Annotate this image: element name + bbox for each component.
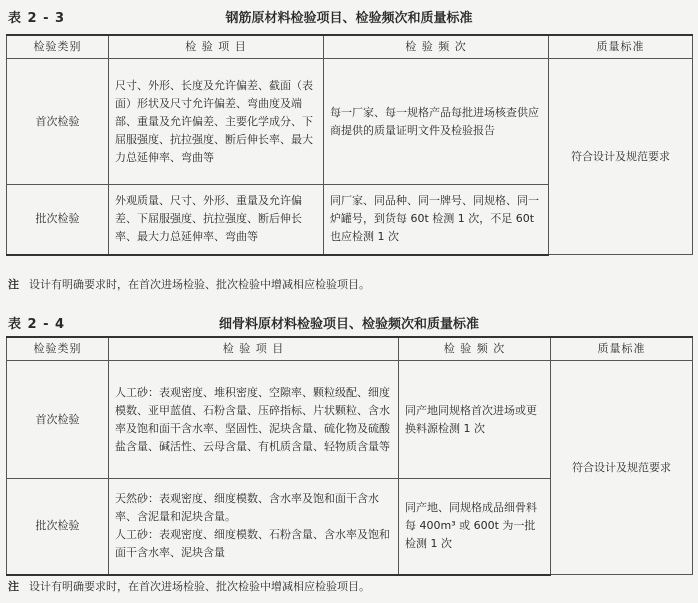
- table-row: [7, 361, 693, 479]
- table1-title: 钢筋原材料检验项目、检验频次和质量标准: [225, 11, 473, 26]
- table1-header-row: [7, 35, 693, 59]
- table2-number: 表 2 - 4: [8, 317, 66, 332]
- row-frequency: 同产地同规格首次进场或更换料源检测 1 次: [399, 361, 551, 479]
- table2: [6, 336, 693, 576]
- header-category: 检验类别: [7, 337, 109, 361]
- row-frequency: 每一厂家、每一规格产品每批进场核查供应商提供的质量证明文件及检验报告: [324, 59, 549, 185]
- note-label: 注: [8, 278, 19, 291]
- table1-caption: [0, 4, 698, 26]
- table2-header-row: [7, 337, 693, 361]
- header-frequency: 检 验 频 次: [324, 35, 549, 59]
- row-category: 首次检验: [7, 59, 109, 185]
- row-items-manufactured-sand: 人工砂：表观密度、细度模数、石粉含量、含水率及饱和面干含水率、泥块含量: [115, 528, 390, 560]
- row-items: 人工砂：表观密度、堆积密度、空隙率、颗粒级配、细度模数、亚甲蓝值、石粉含量、压碎指标、片状颗粒、含水率及饱和面干含水率、坚固性、泥块含量、硫化物及硫酸盐含量、碱活性、云母含量、有机质含量、轻物质含量等: [109, 361, 399, 479]
- header-category: 检验类别: [7, 35, 109, 59]
- header-standard: 质量标准: [549, 35, 693, 59]
- row-frequency: 同产地、同规格成品细骨料每 400m³ 或 600t 为一批检测 1 次: [399, 479, 551, 575]
- note-text: 设计有明确要求时，在首次进场检验、批次检验中增减相应检验项目。: [29, 580, 370, 593]
- table1-note: [8, 276, 370, 292]
- row-frequency: 同厂家、同品种、同一牌号、同规格、同一炉罐号，到货每 60t 检测 1 次，不足 60t 也应检测 1 次: [324, 185, 549, 255]
- row-items: 外观质量、尺寸、外形、重量及允许偏差、下屈服强度、抗拉强度、断后伸长率、最大力总延伸率、弯曲等: [109, 185, 324, 255]
- table2-title: 细骨料原材料检验项目、检验频次和质量标准: [218, 317, 479, 332]
- table-row: [7, 59, 693, 185]
- row-category: 首次检验: [7, 361, 109, 479]
- row-items-natural-sand: 天然砂：表观密度、细度模数、含水率及饱和面干含水率、含泥量和泥块含量。: [115, 492, 379, 524]
- row-standard: 符合设计及规范要求: [551, 361, 693, 575]
- table2-caption: [0, 310, 698, 332]
- table1-number: 表 2 - 3: [8, 11, 66, 26]
- row-items: 尺寸、外形、长度及允许偏差、截面（表面）形状及尺寸允许偏差、弯曲度及端部、重量及允许偏差、主要化学成分、下屈服强度、抗拉强度、断后伸长率、最大力总延伸率、弯曲等: [109, 59, 324, 185]
- header-standard: 质量标准: [551, 337, 693, 361]
- note-text: 设计有明确要求时，在首次进场检验、批次检验中增减相应检验项目。: [29, 278, 370, 291]
- header-items: 检 验 项 目: [109, 337, 399, 361]
- header-frequency: 检 验 频 次: [399, 337, 551, 361]
- table2-note: [8, 578, 370, 594]
- row-category: 批次检验: [7, 479, 109, 575]
- header-items: 检 验 项 目: [109, 35, 324, 59]
- row-standard: 符合设计及规范要求: [549, 59, 693, 255]
- row-items: [109, 479, 399, 575]
- table1: [6, 34, 693, 256]
- note-label: 注: [8, 580, 19, 593]
- row-category: 批次检验: [7, 185, 109, 255]
